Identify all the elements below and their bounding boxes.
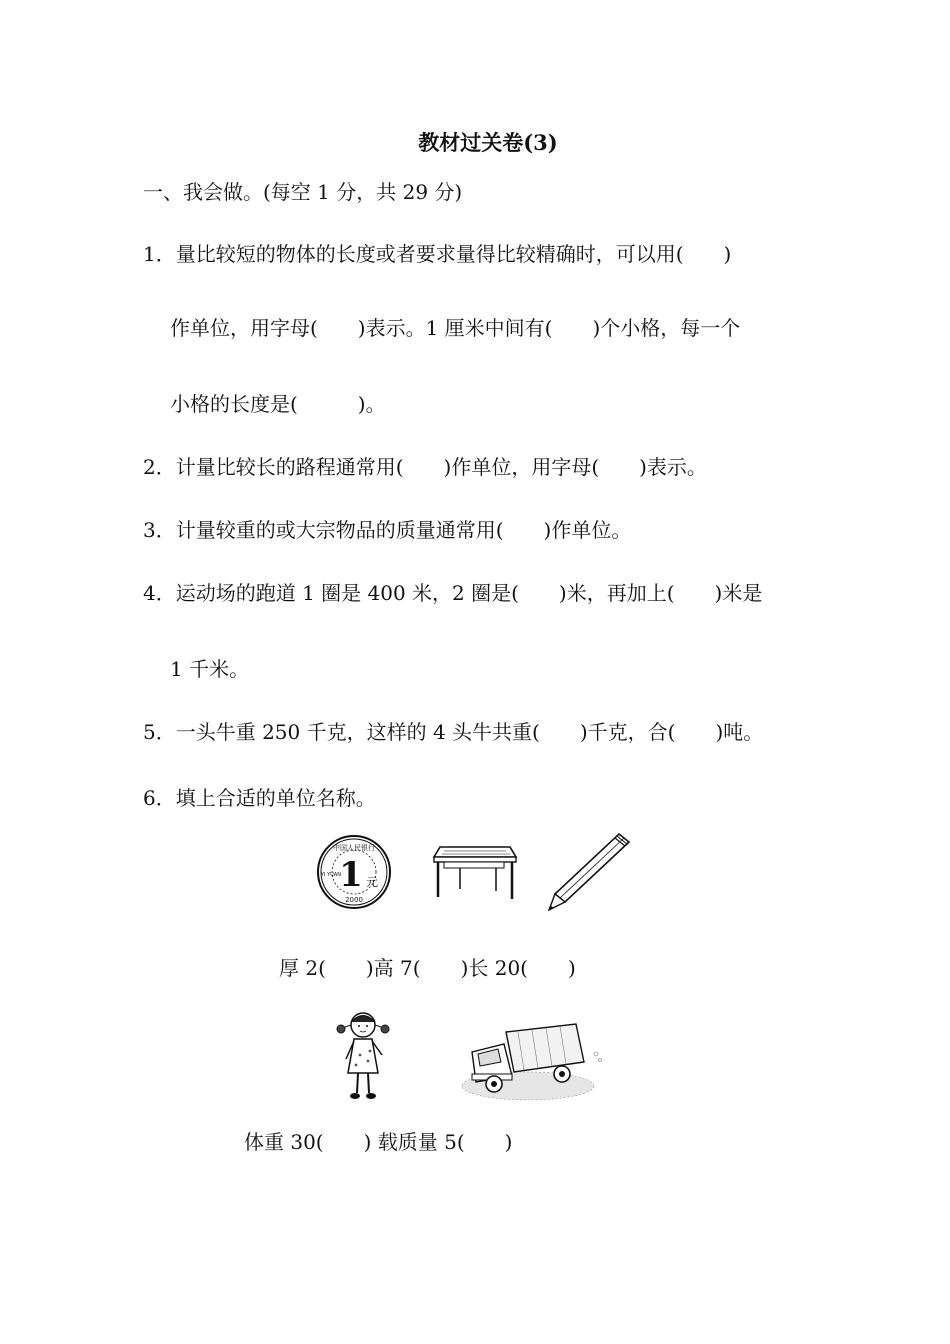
coin-digit: 1 (339, 855, 363, 895)
question-3: 3．计量较重的或大宗物品的质量通常用( )作单位。 (143, 518, 632, 542)
coin-top-text: 中国人民银行 (333, 844, 375, 852)
girl-image (330, 1005, 396, 1103)
pencil-icon (545, 830, 635, 914)
question-4-line-1: 4．运动场的跑道 1 圈是 400 米，2 圈是( )米，再加上( )米是 (143, 581, 763, 605)
section-heading: 一、我会做。(每空 1 分，共 29 分) (143, 180, 463, 204)
coin-left-text: YI YUAN (321, 872, 341, 878)
desk-image (430, 843, 520, 903)
truck-icon (458, 1022, 604, 1106)
question-2: 2．计量比较长的路程通常用( )作单位，用字母( )表示。 (143, 455, 707, 479)
question-1-line-2: 作单位，用字母( )表示。1 厘米中间有( )个小格，每一个 (170, 316, 741, 340)
coin-icon (316, 834, 392, 910)
question-6-prompt: 6．填上合适的单位名称。 (143, 786, 376, 810)
truck-image (458, 1022, 604, 1106)
question-4-line-2: 1 千米。 (170, 657, 250, 681)
question-6-row-2: 体重 30( ) 载质量 5( ) (244, 1130, 513, 1154)
question-5: 5．一头牛重 250 千克，这样的 4 头牛共重( )千克，合( )吨。 (143, 720, 764, 744)
question-1-line-3: 小格的长度是( )。 (170, 392, 386, 416)
pencil-image (545, 830, 635, 914)
question-6-row-1: 厚 2( )高 7( )长 20( ) (279, 956, 576, 980)
page-title: 教材过关卷(3) (418, 130, 558, 155)
girl-icon (330, 1005, 396, 1103)
desk-icon (430, 843, 520, 903)
coin-year: 2000 (345, 896, 363, 904)
coin-image (316, 834, 392, 910)
question-1-line-1: 1．量比较短的物体的长度或者要求量得比较精确时，可以用( ) (143, 242, 732, 266)
coin-char: 元 (365, 875, 379, 889)
